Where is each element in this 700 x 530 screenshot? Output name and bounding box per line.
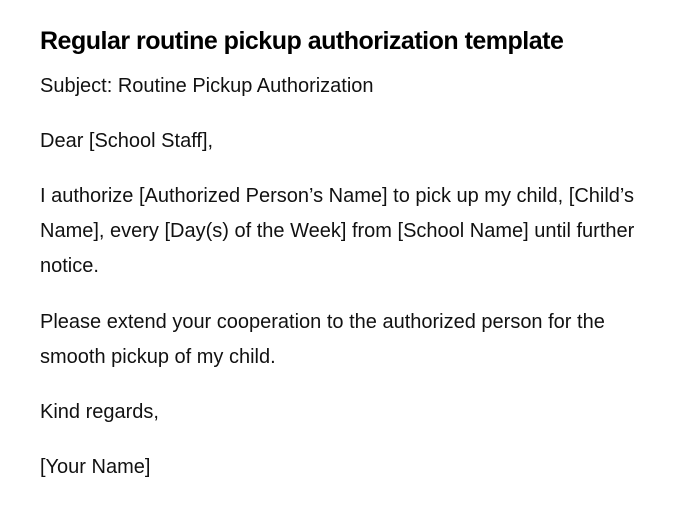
letter-template bbox=[40, 24, 650, 485]
closing-line: Kind regards, bbox=[40, 401, 159, 423]
cooperation-paragraph: Please extend your cooperation to the authorized person for the smooth pickup of my child. bbox=[40, 311, 605, 368]
authorization-paragraph: I authorize [Authorized Person’s Name] to pick up my child, [Child’s Name], every [Day(s) of the Week] from [School Name] until further notice. bbox=[40, 185, 635, 277]
page-title: Regular routine pickup authorization template bbox=[40, 27, 564, 55]
greeting-line: Dear [School Staff], bbox=[40, 130, 214, 152]
subject-line: Subject: Routine Pickup Authorization bbox=[40, 75, 374, 97]
signature-placeholder: [Your Name] bbox=[40, 456, 151, 478]
